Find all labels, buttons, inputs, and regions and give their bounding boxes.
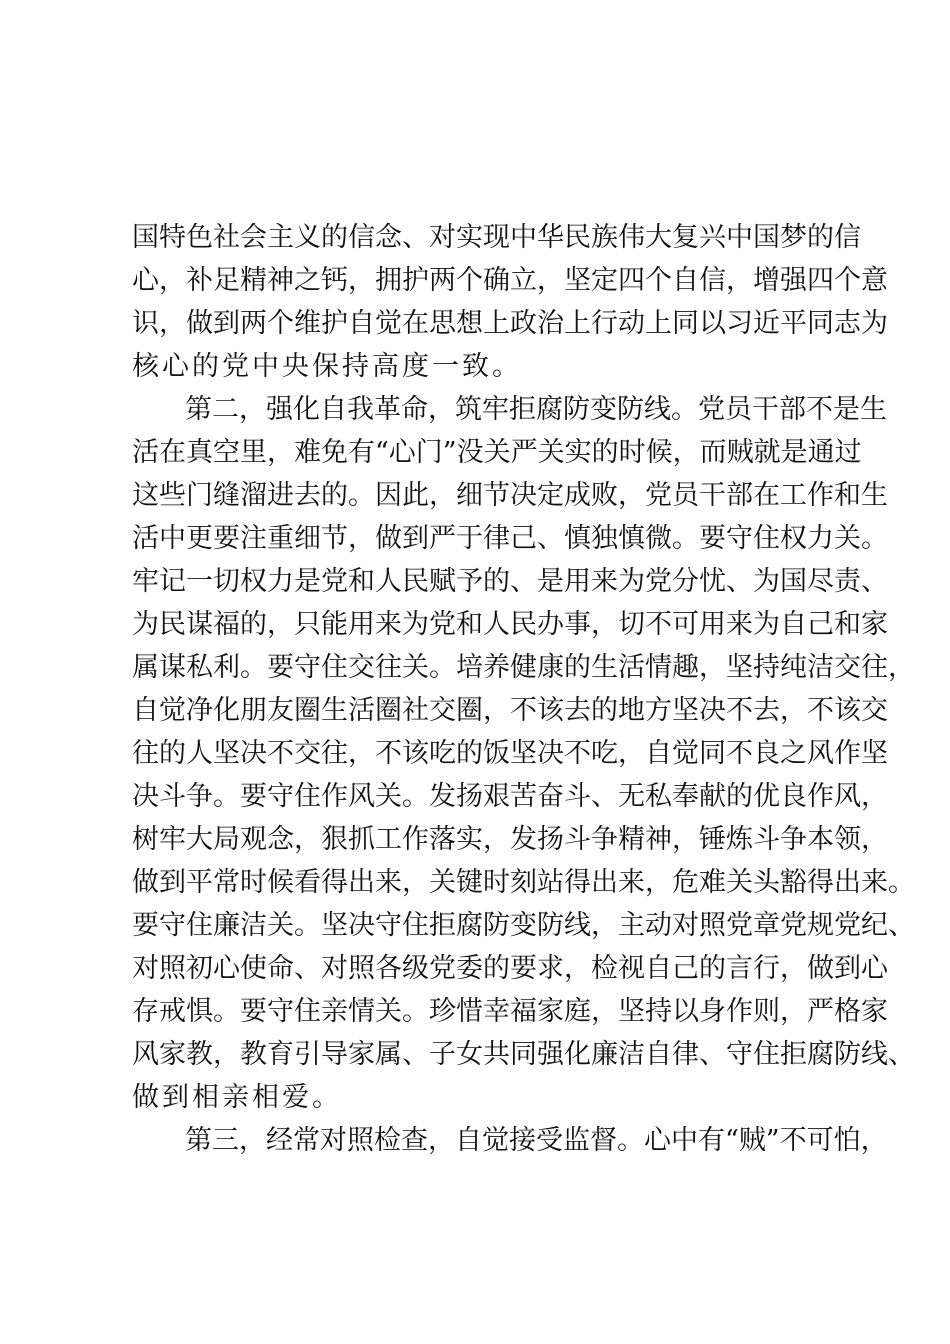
text-line: 核心的党中央保持高度一致。 bbox=[132, 351, 522, 382]
text-line: 自觉净化朋友圈生活圈社交圈，不该去的地方坚决不去，不该交 bbox=[132, 695, 888, 726]
text-line: 属谋私利。要守住交往关。培养健康的生活情趣，坚持纯洁交往， bbox=[132, 652, 915, 683]
text-line: 对照初心使命、对照各级党委的要求，检视自己的言行，做到心 bbox=[132, 953, 888, 984]
text-line: 树牢大局观念，狠抓工作落实，发扬斗争精神，锤炼斗争本领， bbox=[132, 824, 888, 855]
text-line: 做到平常时候看得出来，关键时刻站得出来，危难关头豁得出来。 bbox=[132, 867, 915, 898]
paragraph-start-line: 第三，经常对照检查，自觉接受监督。心中有“贼”不可怕， bbox=[185, 1125, 888, 1156]
text-line: 做到相亲相爱。 bbox=[132, 1082, 342, 1113]
text-line: 为民谋福的，只能用来为党和人民办事，切不可用来为自己和家 bbox=[132, 609, 888, 640]
text-line: 存戒惧。要守住亲情关。珍惜幸福家庭，坚持以身作则，严格家 bbox=[132, 996, 888, 1027]
text-line: 活在真空里，难免有“心门”没关严关实的时候，而贼就是通过 bbox=[132, 437, 862, 468]
paragraph-start-line: 第二，强化自我革命，筑牢拒腐防变防线。党员干部不是生 bbox=[185, 394, 887, 425]
text-line: 牢记一切权力是党和人民赋予的、是用来为党分忧、为国尽责、 bbox=[132, 566, 888, 597]
text-line: 活中更要注重细节，做到严于律己、慎独慎微。要守住权力关。 bbox=[132, 523, 888, 554]
text-line: 这些门缝溜进去的。因此，细节决定成败，党员干部在工作和生 bbox=[132, 480, 888, 511]
text-line: 往的人坚决不交往，不该吃的饭坚决不吃，自觉同不良之风作坚 bbox=[132, 738, 888, 769]
text-line: 心，补足精神之钙，拥护两个确立，坚定四个自信，增强四个意 bbox=[132, 265, 888, 296]
text-line: 要守住廉洁关。坚决守住拒腐防变防线，主动对照党章党规党纪、 bbox=[132, 910, 915, 941]
text-line: 识，做到两个维护自觉在思想上政治上行动上同以习近平同志为 bbox=[132, 308, 888, 339]
text-line: 国特色社会主义的信念、对实现中华民族伟大复兴中国梦的信 bbox=[132, 222, 861, 253]
text-line: 决斗争。要守住作风关。发扬艰苦奋斗、无私奉献的优良作风， bbox=[132, 781, 888, 812]
text-line: 风家教，教育引导家属、子女共同强化廉洁自律、守住拒腐防线、 bbox=[132, 1039, 915, 1070]
